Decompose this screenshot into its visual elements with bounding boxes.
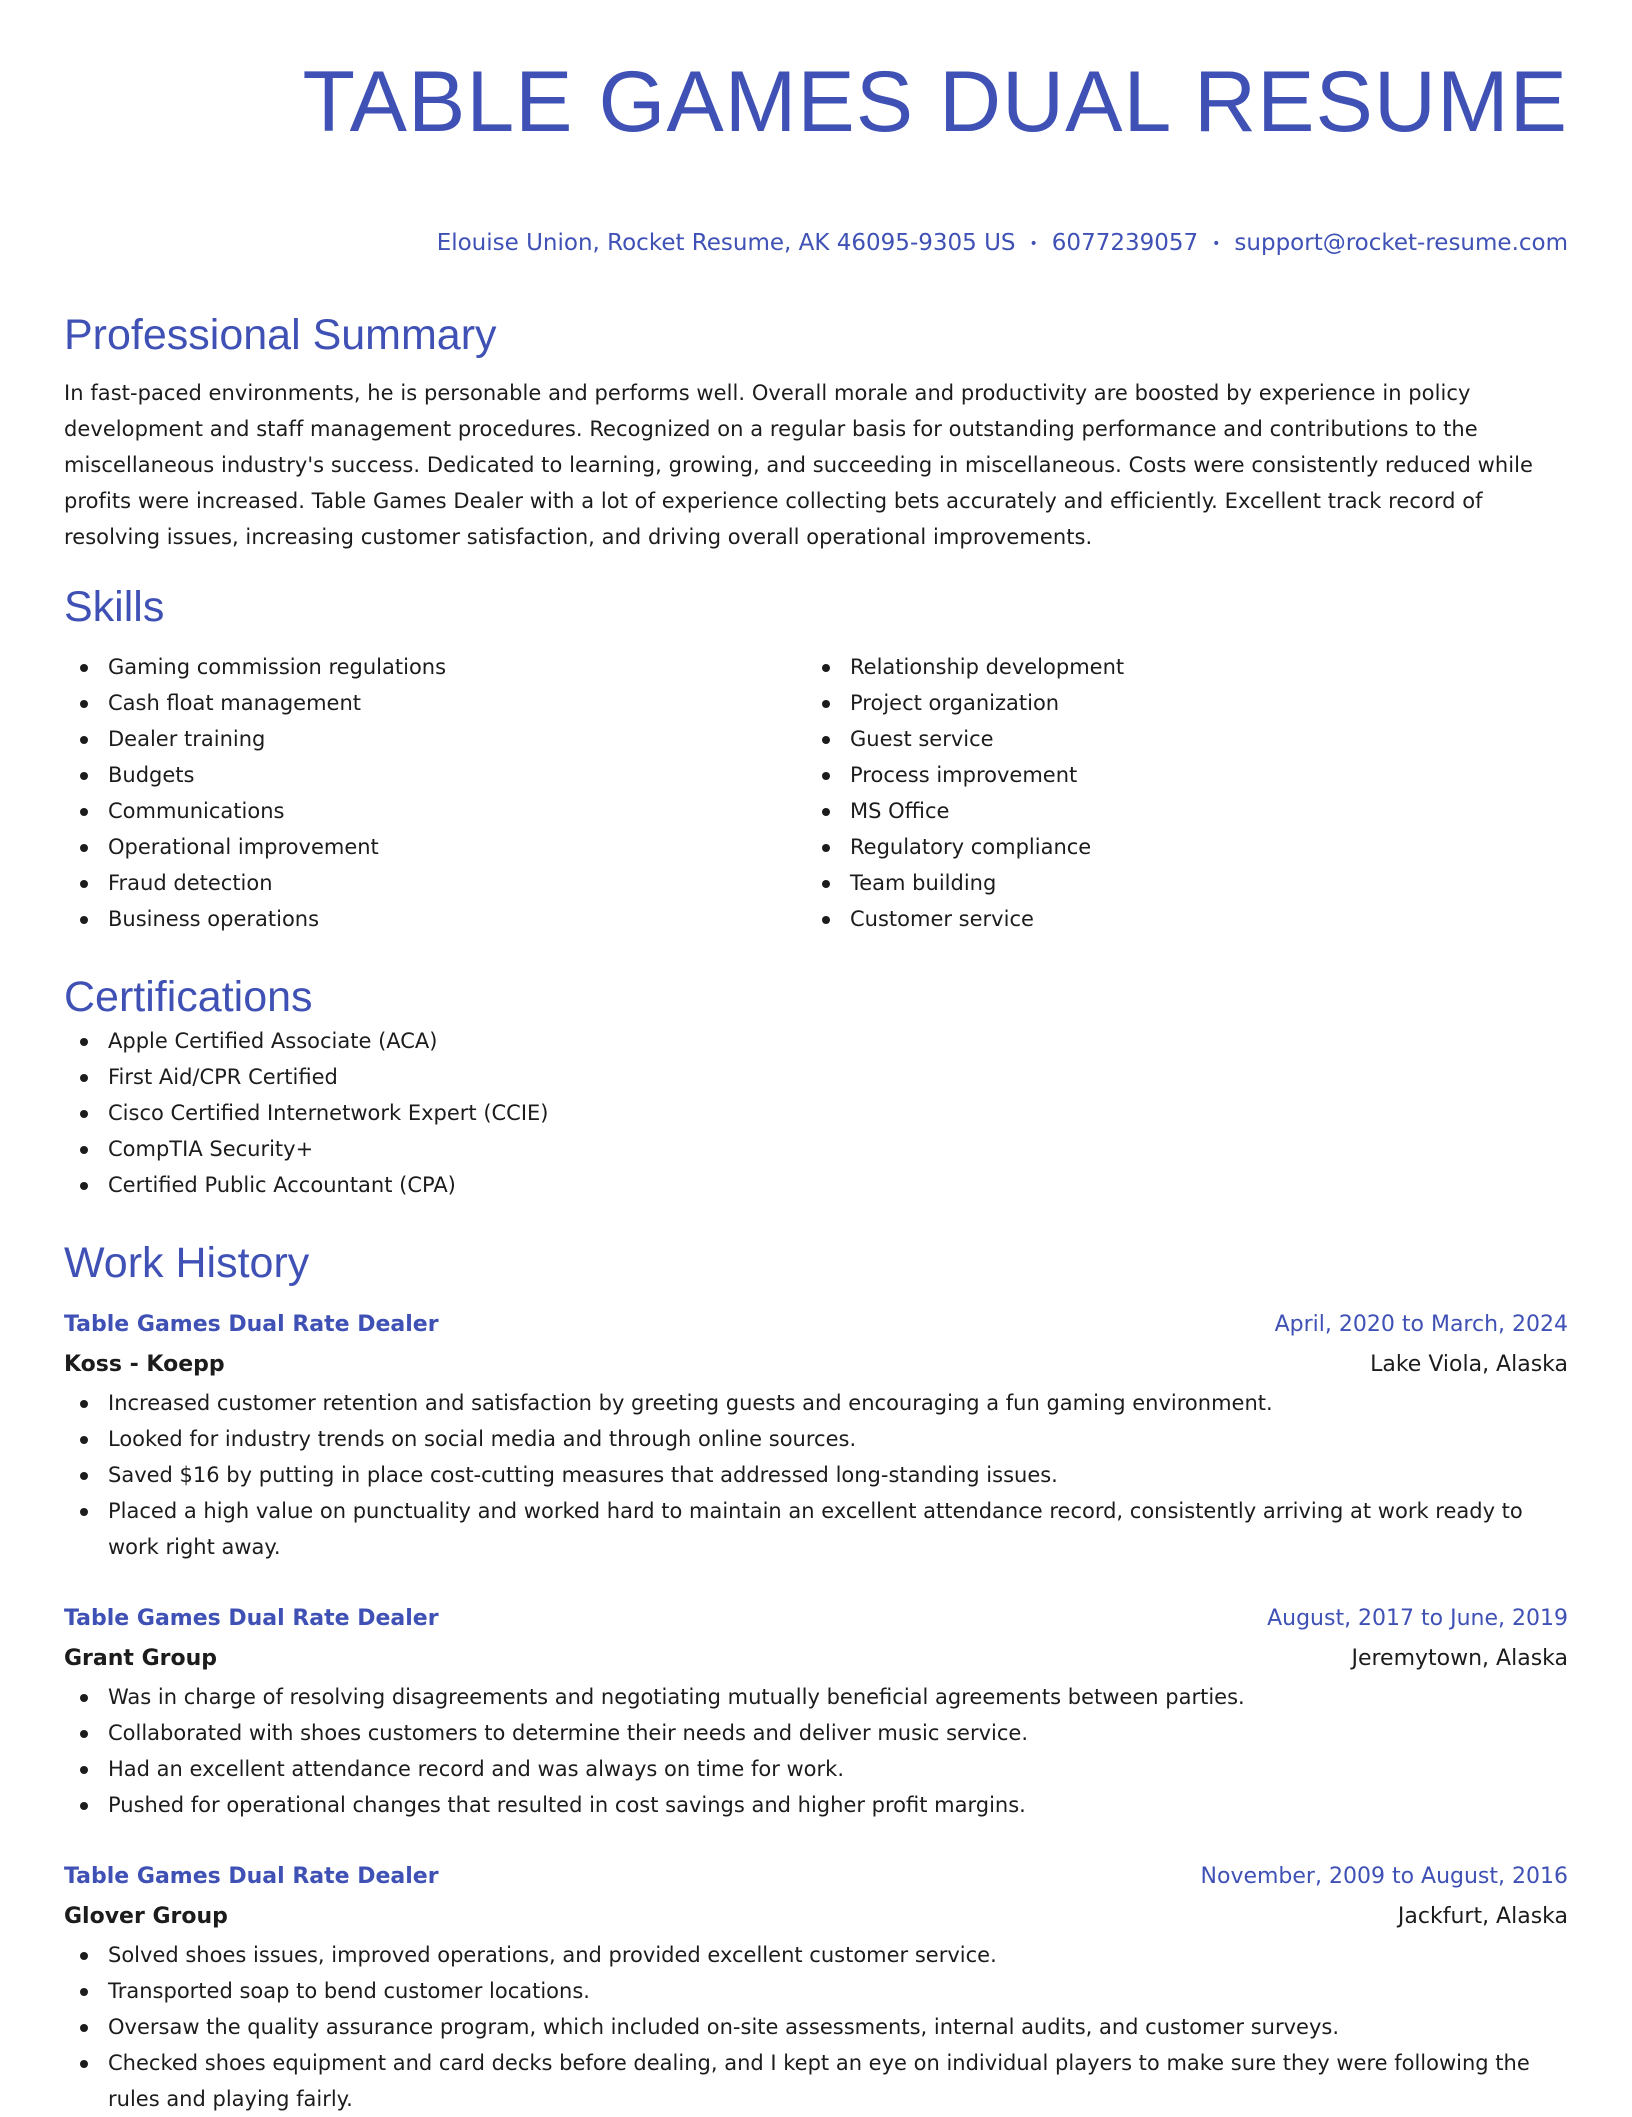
section-heading-summary: Professional Summary [64,310,497,359]
contact-separator: • [1212,235,1221,252]
job-location: Jeremytown, Alaska [1351,1645,1568,1671]
job-location: Lake Viola, Alaska [1370,1351,1568,1377]
skill-item: Fraud detection [64,865,806,901]
job-company: Glover Group [64,1903,228,1929]
job-duties-list [64,1937,1568,2117]
skill-item: Team building [806,865,1548,901]
job-duty-item: Saved $16 by putting in place cost-cutting measures that addressed long-standing issues. [64,1457,1568,1493]
contact-address: Elouise Union, Rocket Resume, AK 46095-9305 US [436,230,1016,256]
job-duty-item: Oversaw the quality assurance program, which included on-site assessments, internal audits, and customer surveys. [64,2009,1568,2045]
job-duty-item: Placed a high value on punctuality and worked hard to maintain an excellent attendance record, consistently arriving at work ready to work right away. [64,1493,1568,1565]
contact-line [64,152,1568,259]
job-dates: August, 2017 to June, 2019 [1267,1605,1568,1631]
job-title: Table Games Dual Rate Dealer [64,1311,439,1337]
job-header-row [64,1857,1568,1897]
job-duty-item: Increased customer retention and satisfaction by greeting guests and encouraging a fun gaming environment. [64,1385,1568,1421]
job-duty-item: Had an excellent attendance record and was always on time for work. [64,1751,1568,1787]
certification-item: CompTIA Security+ [64,1131,1568,1167]
contact-phone: 6077239057 [1051,230,1199,256]
job-title: Table Games Dual Rate Dealer [64,1605,439,1631]
skill-item: Relationship development [806,649,1548,685]
skill-item: Budgets [64,757,806,793]
skill-item: Guest service [806,721,1548,757]
job-company: Koss - Koepp [64,1351,225,1377]
certification-item: Certified Public Accountant (CPA) [64,1167,1568,1203]
summary-text: In fast-paced environments, he is personable and performs well. Overall morale and productivity are boosted by experience in policy development and staff management procedures. Recognized on a regular basis for outstanding performance and contributions to the miscellaneous industry's success. Dedicated to learning, growing, and succeeding in miscellaneous. Costs were consistently reduced while profits were increased. Table Games Dealer with a lot of experience collecting bets accurately and efficiently. Excellent track record of resolving issues, increasing customer satisfaction, and driving overall operational improvements. [64,380,1533,549]
job-company: Grant Group [64,1645,218,1671]
resume-header [64,0,1568,259]
job-employer-row [64,1639,1568,1679]
skill-item: Cash float management [64,685,806,721]
job-entry [64,1599,1568,1823]
professional-summary-section [64,309,1568,555]
skill-item: Regulatory compliance [806,829,1548,865]
job-employer-row [64,1345,1568,1385]
skill-item: MS Office [806,793,1548,829]
job-entry [64,1305,1568,1565]
job-dates: November, 2009 to August, 2016 [1200,1863,1568,1889]
job-duty-item: Was in charge of resolving disagreements and negotiating mutually beneficial agreements between parties. [64,1679,1568,1715]
resume-title: TABLE GAMES DUAL RESUME [302,54,1568,150]
job-header-row [64,1599,1568,1639]
skill-item: Process improvement [806,757,1548,793]
certifications-section [64,971,1568,1203]
job-duty-item: Looked for industry trends on social media and through online sources. [64,1421,1568,1457]
section-heading-skills: Skills [64,582,165,631]
section-heading-work-history: Work History [64,1238,310,1287]
skills-column-left [64,649,806,937]
certification-item: First Aid/CPR Certified [64,1059,1568,1095]
certification-item: Cisco Certified Internetwork Expert (CCIE) [64,1095,1568,1131]
contact-email[interactable]: support@rocket-resume.com [1234,230,1568,256]
job-duty-item: Solved shoes issues, improved operations, and provided excellent customer service. [64,1937,1568,1973]
job-duties-list [64,1679,1568,1823]
skills-column-right [806,649,1548,937]
skills-list-left [64,649,806,937]
job-header-row [64,1305,1568,1345]
skill-item: Customer service [806,901,1548,937]
certifications-list [64,1023,1568,1203]
skill-item: Communications [64,793,806,829]
skills-list-right [806,649,1548,937]
job-duty-item: Pushed for operational changes that resulted in cost savings and higher profit margins. [64,1787,1568,1823]
job-duty-item: Checked shoes equipment and card decks before dealing, and I kept an eye on individual players to make sure they were following the rules and playing fairly. [64,2045,1568,2117]
skills-section [64,581,1568,937]
skill-item: Project organization [806,685,1548,721]
job-location: Jackfurt, Alaska [1397,1903,1568,1929]
job-dates: April, 2020 to March, 2024 [1274,1311,1568,1337]
certification-item: Apple Certified Associate (ACA) [64,1023,1568,1059]
skill-item: Business operations [64,901,806,937]
skills-grid [64,649,1568,937]
job-duty-item: Transported soap to bend customer locations. [64,1973,1568,2009]
job-employer-row [64,1897,1568,1937]
resume-page [64,0,1568,2117]
job-duty-item: Collaborated with shoes customers to determine their needs and deliver music service. [64,1715,1568,1751]
skill-item: Dealer training [64,721,806,757]
skill-item: Operational improvement [64,829,806,865]
contact-separator: • [1029,235,1038,252]
job-title: Table Games Dual Rate Dealer [64,1863,439,1889]
job-duties-list [64,1385,1568,1565]
job-entry [64,1857,1568,2117]
work-history-section [64,1237,1568,2117]
skill-item: Gaming commission regulations [64,649,806,685]
section-heading-certifications: Certifications [64,972,313,1021]
